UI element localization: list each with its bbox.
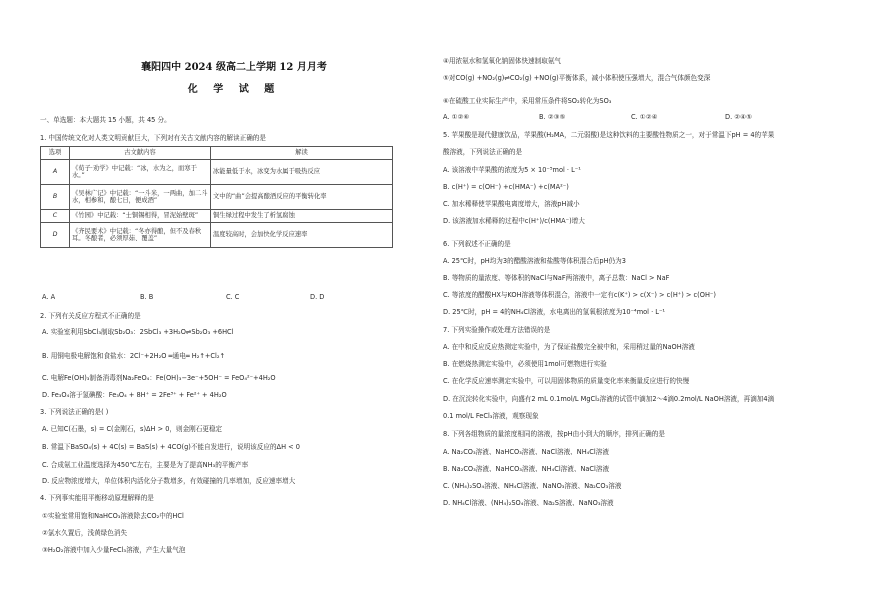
q5-option-d[interactable]: D. 该溶液加水稀释的过程中c(H⁺)/c(HMA⁻)增大 — [443, 217, 585, 225]
cell-line: 《齐民要术》中记载：“冬亦得酿，但不及春秋 — [72, 227, 202, 235]
q8-stem: 8. 下列各组物质的量浓度相同的溶液，按pH由小到大的顺序，排列正确的是 — [443, 430, 665, 438]
q5-stem-cont: 酸溶液，下列说法正确的是 — [443, 148, 523, 156]
q4-item: ⑥在硫酸工业实际生产中，采用常压条件将SO₂转化为SO₃ — [443, 97, 612, 105]
q6-option-a[interactable]: A. 25℃时，pH均为3的醋酸溶液和盐酸等体积混合后pH仍为3 — [443, 257, 626, 265]
q4-item: ③H₂O₂溶液中加入少量FeCl₃溶液，产生大量气泡 — [42, 546, 186, 554]
option-c[interactable]: C. ①②④ — [631, 113, 658, 121]
table-row — [41, 160, 393, 185]
q4-item: ④用浓氨水和氢氧化钠固体快速制取氨气 — [443, 57, 562, 65]
option-d[interactable]: D. ②④⑤ — [725, 113, 753, 121]
q5-stem: 5. 苹果酸是现代健康饮品，苹果酸(H₂MA，二元弱酸)是这种饮料的主要酸性物质之一，对于常温下pH = 4的苹果 — [443, 131, 775, 139]
q7-option-a[interactable]: A. 在中和反应反应热测定实验中，为了保证盐酸完全被中和，采用稍过量的NaOH溶液 — [443, 343, 695, 351]
q4-item: ②氯水久置后，浅黄绿色消失 — [42, 529, 128, 537]
table-header: 古文献内容 — [70, 147, 211, 160]
q7-option-b[interactable]: B. 在燃烧热测定实验中，必须使用1mol可燃物进行实验 — [443, 360, 607, 368]
table-cell: 温度较高时，会加快化学反应速率 — [211, 223, 393, 248]
q2-stem: 2. 下列有关反应方程式不正确的是 — [40, 312, 141, 320]
cell-line: 耳。冬酿者，必须厚茹、覆盖” — [72, 235, 158, 242]
exam-subtitle: 化 学 试 题 — [187, 84, 281, 95]
q1-stem: 1. 中国传统文化对人类文明贡献巨大，下列对有关古文献内容的解读正确的是 — [40, 134, 266, 142]
table-cell — [70, 160, 211, 185]
q5-option-c[interactable]: C. 加水稀释使苹果酸电离度增大，溶液pH减小 — [443, 200, 580, 208]
table-cell: 文中的“曲”会提高酿酒反应的平衡转化率 — [211, 185, 393, 210]
table-cell — [70, 223, 211, 248]
cell-line: 水。” — [72, 172, 85, 179]
option-c[interactable]: C. C — [226, 293, 240, 301]
table-cell: B — [41, 185, 70, 210]
q7-option-c[interactable]: C. 在化学反应速率测定实验中，可以用固体物质的质量变化率来衡量反应进行的快慢 — [443, 377, 690, 385]
q4-item: ①实验室常用饱和NaHCO₃溶液除去CO₂中的HCl — [42, 512, 184, 520]
cell-line: 《荀子·劝学》中记载：“冰，水为之，而寒于 — [72, 164, 197, 172]
q7-option-d[interactable]: D. 在沉淀转化实验中，向盛有2 mL 0.1mol/L MgCl₂溶液的试管中滴加2～4滴0.2mol/L NaOH溶液，再滴加4滴 — [443, 395, 775, 403]
section-heading: 一、单选题：本大题共 15 小题，共 45 分。 — [40, 116, 171, 124]
table-cell: D — [41, 223, 70, 248]
option-d[interactable]: D. D — [310, 293, 325, 301]
table-row — [41, 185, 393, 210]
option-b[interactable]: B. B — [140, 293, 154, 301]
q8-option-d[interactable]: D. NH₄Cl溶液、(NH₄)₂SO₄溶液、Na₂S溶液、NaNO₃溶液 — [443, 499, 614, 507]
cell-line: 《吴林广记》中记载：“一斗米，一两曲，加二斗 — [72, 189, 208, 197]
q4-item: ⑤对CO(g) +NO₂(g)⇌CO₂(g) +NO(g)平衡体系，减小体积使压强增大，混合气体颜色变深 — [443, 74, 711, 82]
table-row — [41, 223, 393, 248]
table-cell: 《竹园》中记载：“士铜锡相得，冒泥始壁斑” — [70, 210, 211, 223]
q3-option-d[interactable]: D. 反应物浓度增大，单位体积内活化分子数增多，有效碰撞的几率增加，反应速率增大 — [42, 477, 296, 485]
table-cell: A — [41, 160, 70, 185]
option-a[interactable]: A. ①②⑥ — [443, 113, 470, 121]
q4-stem: 4. 下列事实能用平衡移动原理解释的是 — [40, 494, 154, 502]
q7-option-d-cont: 0.1 mol/L FeCl₃溶液，观察现象 — [443, 412, 539, 420]
q3-option-b[interactable]: B. 常温下BaSO₄(s) + 4C(s) = BaS(s) + 4CO(g)不能自发进行，说明该反应的ΔH < 0 — [42, 443, 300, 451]
q8-option-b[interactable]: B. Na₂CO₃溶液、NaHCO₃溶液、NH₄Cl溶液、NaCl溶液 — [443, 465, 610, 473]
cell-line: 水，相参和，酿七日，便成酒” — [72, 197, 158, 204]
q2-option-b[interactable]: B. 用铜电极电解饱和食盐水：2Cl⁻+2H₂O ═通电═ H₂↑+Cl₂↑ — [42, 352, 226, 360]
q2-option-a[interactable]: A. 实验室利用SbCl₃制取Sb₂O₃：2SbCl₃ +3H₂O⇌Sb₂O₃ +6HCl — [42, 328, 234, 336]
q7-stem: 7. 下列实验操作或处理方法错误的是 — [443, 326, 551, 334]
table-header: 解读 — [211, 147, 393, 160]
q2-option-d[interactable]: D. Fe₃O₄溶于氢碘酸：Fe₃O₄ + 8H⁺ = 2Fe³⁺ + Fe²⁺ + 4H₂O — [42, 391, 227, 399]
table-cell — [70, 185, 211, 210]
table-cell: 冰能量低于水，冰变为水属于吸热反应 — [211, 160, 393, 185]
q5-option-a[interactable]: A. 该溶液中苹果酸的浓度为5 × 10⁻⁵mol · L⁻¹ — [443, 166, 581, 174]
table-header: 选项 — [41, 147, 70, 160]
table-cell: C — [41, 210, 70, 223]
q3-option-c[interactable]: C. 合成氨工业温度选择为450℃左右，主要是为了提高NH₃的平衡产率 — [42, 461, 249, 469]
q6-option-b[interactable]: B. 等物质的量浓度、等体积的NaCl与NaF两溶液中，离子总数：NaCl > NaF — [443, 274, 670, 282]
option-a[interactable]: A. A — [42, 293, 56, 301]
table-row — [41, 210, 393, 223]
q6-option-d[interactable]: D. 25℃时，pH = 4的NH₄Cl溶液，水电离出的氢氧根浓度为10⁻⁴mol · L⁻¹ — [443, 308, 666, 316]
q8-option-c[interactable]: C. (NH₄)₂SO₄溶液、NH₄Cl溶液、NaNO₃溶液、Na₂CO₃溶液 — [443, 482, 622, 490]
option-b[interactable]: B. ②③⑤ — [539, 113, 566, 121]
q8-option-a[interactable]: A. Na₂CO₃溶液、NaHCO₃溶液、NaCl溶液、NH₄Cl溶液 — [443, 448, 609, 456]
q6-stem: 6. 下列叙述不正确的是 — [443, 240, 511, 248]
table-cell: 铜生绿过程中发生了析氢腐蚀 — [211, 210, 393, 223]
exam-title: 襄阳四中 2024 级高二上学期 12 月月考 — [141, 62, 327, 73]
right-column — [443, 0, 843, 615]
table-header-row — [41, 147, 393, 160]
q6-option-c[interactable]: C. 等浓度的醋酸HX与KOH溶液等体积混合，溶液中一定有c(K⁺) > c(X⁻) > c(H⁺) > c(OH⁻) — [443, 291, 716, 299]
q2-option-c[interactable]: C. 电解Fe(OH)₃制备消毒剂Na₂FeO₄：Fe(OH)₃−3e⁻+5OH⁻ = FeO₄²⁻+4H₂O — [42, 374, 276, 382]
q5-option-b[interactable]: B. c(H⁺) = c(OH⁻) +c(HMA⁻) +c(MA²⁻) — [443, 183, 569, 191]
left-column — [38, 0, 430, 615]
q3-stem: 3. 下列说法正确的是( ) — [40, 408, 109, 416]
q3-option-a[interactable]: A. 已知C(石墨，s) = C(金刚石，s)ΔH > 0，则金刚石更稳定 — [42, 425, 223, 433]
q1-table — [40, 146, 393, 248]
